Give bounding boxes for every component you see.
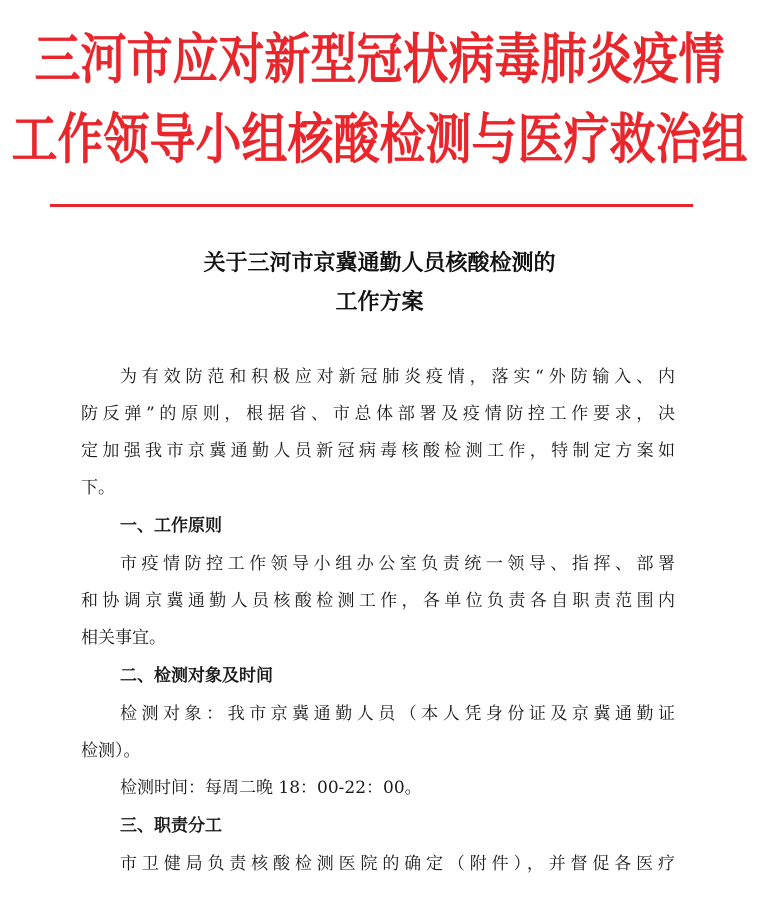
section3-line-1: 市卫健局负责核酸检测医院的确定（附件），并督促各医疗 [120,854,675,874]
red-divider-line [50,204,693,207]
intro-paragraph-line-2: 防反弹”的原则，根据省、市总体部署及疫情防控工作要求，决 [81,404,675,424]
section-heading-principles: 一、工作原则 [120,516,222,536]
intro-paragraph-line-1: 为有效防范和积极应对新冠肺炎疫情，落实“外防输入、内 [120,367,675,387]
section2-time-line: 检测时间：每周二晚 18：00-22：00。 [120,778,422,798]
section-heading-responsibilities: 三、职责分工 [120,816,222,836]
document-title-line-2: 工作方案 [335,289,424,315]
document-title-line-1: 关于三河市京冀通勤人员核酸检测的 [203,250,556,276]
section1-line-3: 相关事宜。 [81,628,166,648]
section-heading-targets-time: 二、检测对象及时间 [120,666,273,686]
intro-paragraph-line-4: 下。 [81,478,115,498]
issuer-header-line-1: 三河市应对新型冠状病毒肺炎疫情 [34,27,725,92]
issuer-header-line-2: 工作领导小组核酸检测与医疗救治组 [11,107,748,171]
section1-line-1: 市疫情防控工作领导小组办公室负责统一领导、指挥、部署 [120,554,675,574]
section2-target-line-1: 检测对象：我市京冀通勤人员（本人凭身份证及京冀通勤证 [120,704,675,724]
section2-target-line-2: 检测）。 [81,741,141,761]
intro-paragraph-line-3: 定加强我市京冀通勤人员新冠病毒核酸检测工作，特制定方案如 [81,441,675,461]
section1-line-2: 和协调京冀通勤人员核酸检测工作，各单位负责各自职责范围内 [81,591,675,611]
